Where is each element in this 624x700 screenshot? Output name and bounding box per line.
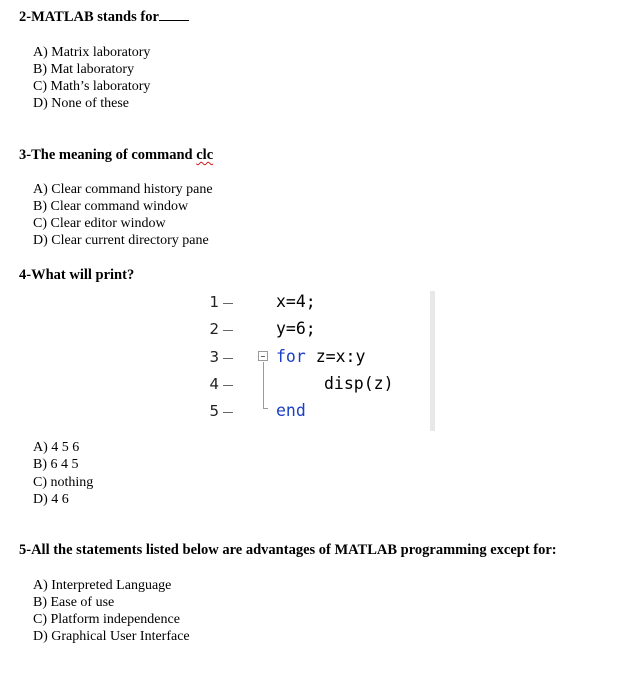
breakpoint-dash [223, 303, 233, 304]
code-line-1: x=4; [276, 292, 316, 311]
q5-option-c: C) Platform independence [33, 612, 180, 627]
breakpoint-dash [223, 412, 233, 413]
command-clc: clc [196, 147, 214, 163]
q4-option-a: A) 4 5 6 [33, 440, 80, 455]
q5-option-d: D) Graphical User Interface [33, 629, 190, 644]
q2-option-d: D) None of these [33, 96, 130, 111]
code-line-2: y=6; [276, 319, 316, 338]
fold-guide-end [263, 408, 268, 409]
breakpoint-dash [223, 330, 233, 331]
line-number: 2 [209, 320, 219, 338]
question-4-title: 4-What will print? [19, 267, 135, 283]
question-5-title: 5-All the statements listed below are advantages of MATLAB programming except for: [19, 542, 557, 558]
line-number: 4 [209, 375, 219, 393]
q2-option-b: B) Mat laboratory [33, 62, 135, 77]
q2-option-c: C) Math’s laboratory [33, 79, 151, 94]
q3-option-a: A) Clear command history pane [33, 182, 213, 197]
code-line-3: for z=x:y [276, 347, 366, 366]
q3-option-c: C) Clear editor window [33, 216, 166, 231]
fold-guide [263, 362, 264, 408]
q4-option-b: B) 6 4 5 [33, 457, 79, 472]
code-line-4: disp(z) [324, 374, 394, 393]
for-keyword: for [276, 347, 306, 366]
q3-option-b: B) Clear command window [33, 199, 189, 214]
breakpoint-dash [223, 385, 233, 386]
q5-option-a: A) Interpreted Language [33, 578, 172, 593]
q4-option-c: C) nothing [33, 475, 94, 490]
code-line-5: end [276, 401, 306, 420]
q3-option-d: D) Clear current directory pane [33, 233, 209, 248]
editor-scrollbar [430, 291, 435, 431]
answer-blank [159, 8, 189, 21]
breakpoint-dash [223, 358, 233, 359]
question-3-title: 3-The meaning of command clc [19, 147, 214, 163]
line-number: 5 [209, 402, 219, 420]
q2-option-a: A) Matrix laboratory [33, 45, 151, 60]
question-2-title: 2-MATLAB stands for [19, 8, 189, 26]
line-number: 3 [209, 348, 219, 366]
q5-option-b: B) Ease of use [33, 595, 115, 610]
line-number: 1 [209, 293, 219, 311]
fold-toggle-icon [258, 351, 268, 361]
q4-option-d: D) 4 6 [33, 492, 69, 507]
code-editor-snippet [197, 289, 437, 432]
